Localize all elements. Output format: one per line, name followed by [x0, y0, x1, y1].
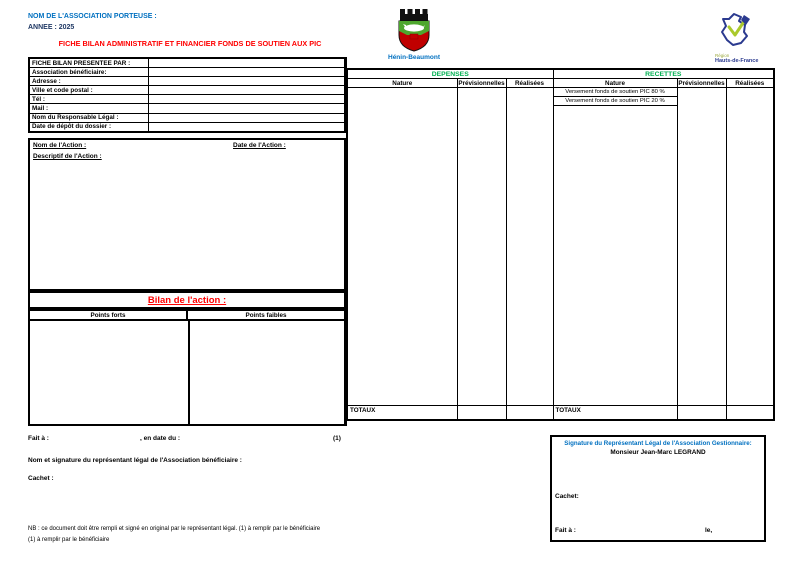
region-logo: [706, 12, 768, 64]
table-row: [29, 68, 346, 77]
table-row: [29, 113, 346, 122]
table-row: [347, 88, 774, 97]
fait-a-label: Fait à :: [28, 435, 49, 442]
region-caption-small: Région: [715, 53, 730, 58]
recettes-row-versement-20: Versement fonds de soutien PIC 20 %: [553, 97, 677, 106]
col-header-previsionnelles-recettes: Prévisionnelles: [678, 79, 725, 87]
table-row: [29, 95, 346, 104]
info-label: Ville et code postal :: [29, 86, 148, 95]
table-row: [29, 77, 346, 86]
action-name-label: Nom de l'Action :: [33, 142, 87, 149]
info-value-cell: [148, 58, 346, 68]
bilan-title: Bilan de l'action :: [28, 291, 347, 309]
legal-representative-name: Monsieur Jean-Marc LEGRAND: [610, 449, 706, 456]
col-header-nature-recettes: Nature: [553, 79, 677, 88]
info-value-cell: [148, 113, 346, 122]
col-header-realisees-depenses: Réalisées: [506, 79, 553, 88]
info-label: Mail :: [29, 104, 148, 113]
depenses-realisees-cell: [506, 88, 553, 406]
info-table: [28, 57, 347, 133]
points-forts-header: Points forts: [30, 311, 188, 321]
gestionnaire-signature-box: [550, 435, 766, 542]
city-logo: [388, 8, 440, 61]
info-value-cell: [148, 104, 346, 113]
recettes-previsionnelles-cell: [677, 88, 726, 406]
henin-beaumont-crest-icon: [394, 8, 434, 53]
depenses-totaux-previsionnelles: [457, 406, 506, 421]
info-value-cell: [148, 86, 346, 95]
nb-note-line1: NB : ce document doit être rempli et signé en original par le représentant légal. (1) à remplir par le bénéficiaire: [28, 526, 321, 532]
table-row: [347, 69, 774, 79]
recettes-realisees-cell: [726, 88, 774, 406]
info-value-cell: [148, 77, 346, 86]
action-descriptif-label: Descriptif de l'Action :: [33, 153, 102, 160]
table-row: [29, 104, 346, 113]
signature-le-label: le,: [705, 527, 713, 534]
table-row: [29, 122, 346, 132]
signature-line-label: Nom et signature du représentant légal de l'Association bénéficiaire :: [28, 457, 242, 464]
points-faibles-header: Points faibles: [188, 311, 344, 321]
info-value-cell: [148, 68, 346, 77]
signature-box-title: Signature du Représentant Légal de l'Association Gestionnaire:: [564, 440, 752, 447]
en-date-du-label: , en date du :: [140, 435, 181, 442]
depenses-previsionnelles-cell: [457, 88, 506, 406]
col-header-nature-depenses: Nature: [347, 79, 457, 88]
col-header-previsionnelles-depenses: Prévisionnelles: [458, 79, 505, 87]
city-logo-caption: Hénin-Beaumont: [388, 54, 440, 61]
points-column-divider: [188, 321, 190, 424]
signature-cachet-label: Cachet:: [555, 493, 579, 500]
association-porteuse-label: NOM DE L'ASSOCIATION PORTEUSE :: [28, 13, 157, 20]
info-label: FICHE BILAN PRESENTEE PAR :: [29, 58, 148, 68]
recettes-totaux-realisees: [726, 406, 774, 421]
action-date-label: Date de l'Action :: [233, 142, 286, 149]
page-title: FICHE BILAN ADMINISTRATIF ET FINANCIER FONDS DE SOUTIEN AUX PIC: [58, 39, 322, 48]
info-label: Tél :: [29, 95, 148, 104]
signature-fait-a-label: Fait à :: [555, 527, 576, 534]
recettes-nature-empty-cell: [553, 106, 677, 406]
table-row: [29, 58, 346, 68]
note-ref: (1): [333, 435, 341, 442]
nb-note-line2: (1) à remplir par le bénéficiaire: [28, 537, 110, 543]
info-value-cell: [148, 95, 346, 104]
table-row: [29, 86, 346, 95]
bilan-points-box: [28, 309, 347, 426]
depenses-totaux-realisees: [506, 406, 553, 421]
info-label: Association bénéficiaire:: [29, 68, 148, 77]
recettes-totaux-label: TOTAUX: [553, 406, 677, 421]
col-header-realisees-recettes: Réalisées: [726, 79, 774, 88]
hauts-de-france-map-icon: [717, 12, 757, 48]
depenses-section-header: DEPENSES: [347, 69, 553, 79]
cachet-label: Cachet :: [28, 475, 54, 482]
table-row: [347, 406, 774, 421]
year-label: ANNEE : 2025: [28, 24, 75, 31]
depenses-nature-cell: [347, 88, 457, 406]
recettes-totaux-previsionnelles: [677, 406, 726, 421]
action-box: [28, 138, 347, 291]
recettes-section-header: RECETTES: [553, 69, 774, 79]
finance-table: [346, 68, 775, 421]
depenses-totaux-label: TOTAUX: [347, 406, 457, 421]
info-label: Nom du Responsable Légal :: [29, 113, 148, 122]
info-value-cell: [148, 122, 346, 132]
region-caption: Hauts-de-France: [715, 58, 759, 64]
info-label: Adresse :: [29, 77, 148, 86]
info-label: Date de dépôt du dossier :: [29, 122, 148, 132]
table-row: [347, 79, 774, 88]
recettes-row-versement-80: Versement fonds de soutien PIC 80 %: [553, 88, 677, 97]
